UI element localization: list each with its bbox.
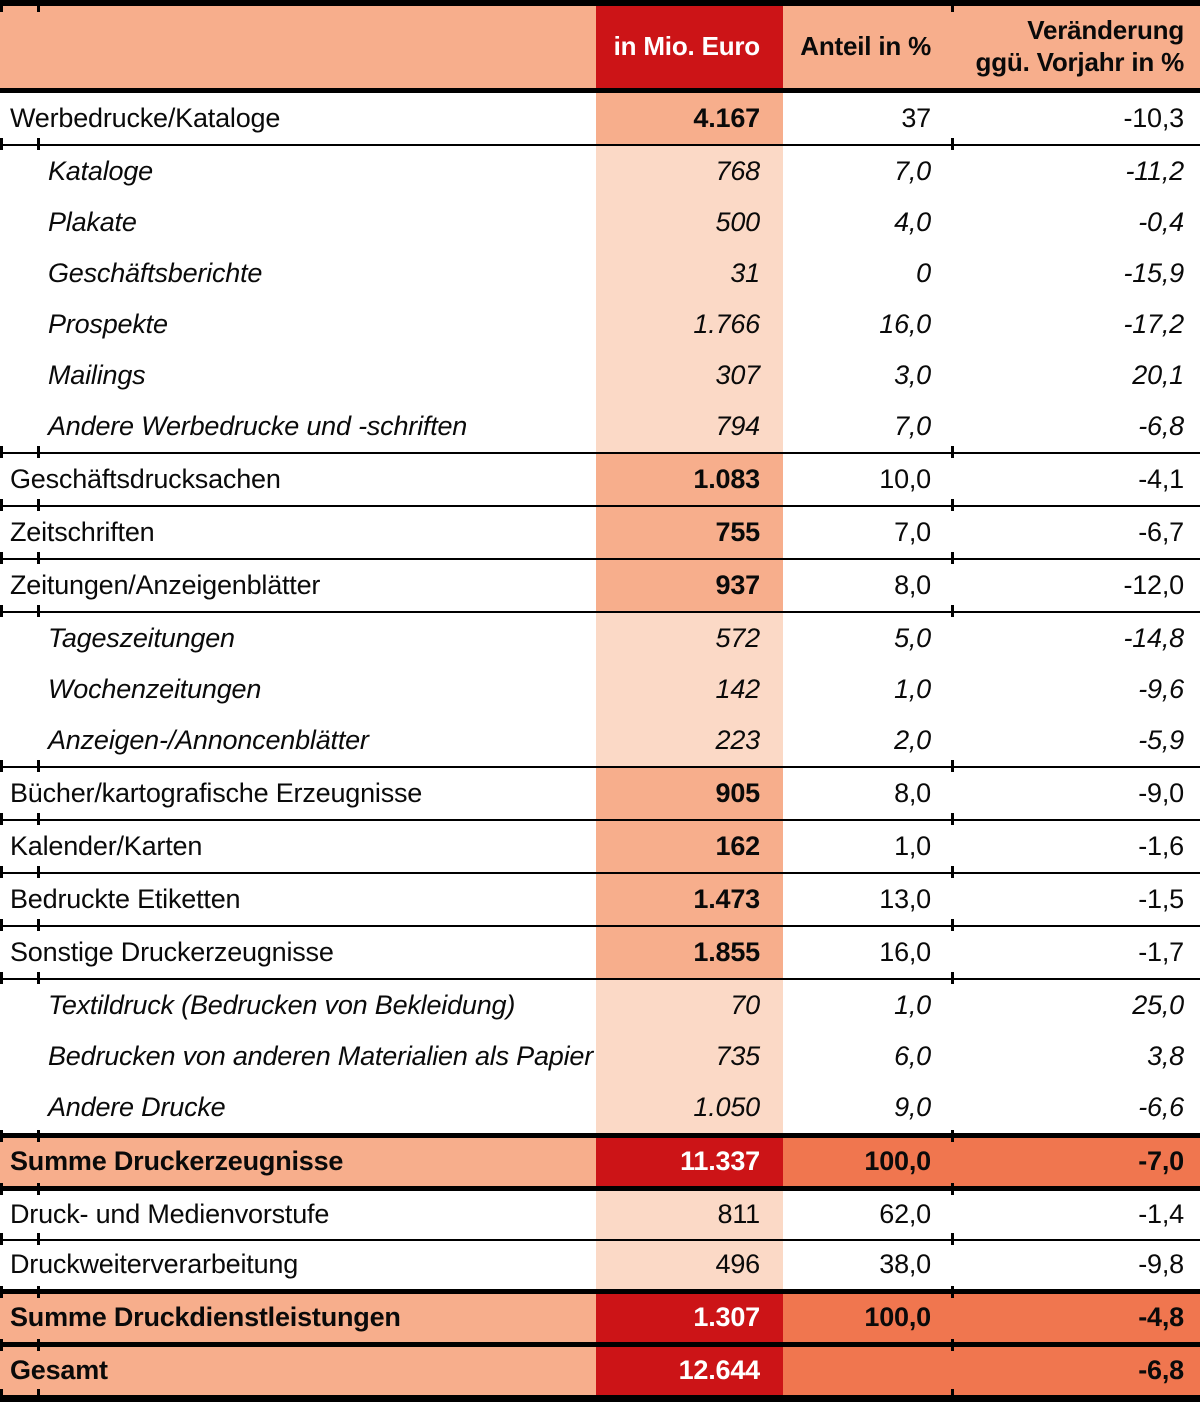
row-mio: 12.644 — [596, 1347, 783, 1395]
row-mio: 1.473 — [596, 874, 783, 925]
row-label: Druck- und Medienvorstufe — [10, 1199, 330, 1230]
column-rule-tick — [951, 972, 954, 984]
row-label: Sonstige Druckerzeugnisse — [10, 936, 334, 967]
row-anteil: 1,0 — [894, 830, 931, 861]
row-anteil: 9,0 — [894, 1091, 931, 1122]
column-rule-tick — [0, 866, 3, 878]
row-label: Mailings — [48, 359, 146, 390]
row-anteil: 8,0 — [894, 569, 931, 600]
column-rule-tick — [37, 2, 40, 12]
row-anteil: 0 — [916, 257, 931, 288]
column-rule-tick — [951, 866, 954, 878]
column-rule-tick — [0, 1389, 3, 1399]
column-rule-tick — [0, 972, 3, 984]
row-anteil: 62,0 — [879, 1199, 931, 1230]
row-anteil: 7,0 — [894, 516, 931, 547]
row-mio: 223 — [596, 715, 783, 766]
column-rule-tick — [951, 813, 954, 825]
row-anteil: 8,0 — [894, 777, 931, 808]
row-label: Bücher/kartografische Erzeugnisse — [10, 777, 423, 808]
row-anteil: 7,0 — [894, 155, 931, 186]
column-rule-tick — [951, 1130, 954, 1142]
row-mio: 768 — [596, 146, 783, 197]
row-veraenderung: -4,1 — [1138, 463, 1184, 494]
row-label: Gesamt — [0, 1347, 596, 1395]
row-mio: 811 — [596, 1191, 783, 1239]
table-row — [0, 1082, 1200, 1133]
row-veraenderung: -6,8 — [953, 1347, 1200, 1395]
row-mio: 1.083 — [596, 454, 783, 505]
row-veraenderung: -4,8 — [953, 1294, 1200, 1342]
column-rule-tick — [37, 138, 40, 150]
column-rule-tick — [37, 1233, 40, 1245]
column-rule-tick — [0, 1286, 3, 1298]
column-rule-tick — [951, 1389, 954, 1399]
row-mio: 1.766 — [596, 299, 783, 350]
row-label: Textildruck (Bedrucken von Bekleidung) — [48, 989, 516, 1020]
table-row — [0, 1239, 1200, 1289]
row-anteil: 13,0 — [879, 883, 931, 914]
column-rule-tick — [37, 866, 40, 878]
row-veraenderung: -11,2 — [1125, 155, 1184, 186]
row-label: Andere Werbedrucke und -schriften — [48, 410, 468, 441]
row-anteil: 7,0 — [894, 410, 931, 441]
table-row — [0, 872, 1200, 925]
row-mio: 572 — [596, 613, 783, 664]
row-veraenderung: 20,1 — [1132, 359, 1184, 390]
table-row — [0, 978, 1200, 1031]
table-row — [0, 350, 1200, 401]
column-rule-tick — [0, 552, 3, 564]
column-rule-tick — [0, 138, 3, 150]
row-anteil: 1,0 — [894, 989, 931, 1020]
row-veraenderung: -6,7 — [1138, 516, 1184, 547]
column-rule-tick — [951, 499, 954, 511]
row-label: Kalender/Karten — [10, 830, 203, 861]
column-rule-tick — [0, 919, 3, 931]
row-mio: 1.855 — [596, 927, 783, 978]
table-row — [0, 715, 1200, 766]
row-veraenderung: -1,7 — [1138, 936, 1184, 967]
column-rule-tick — [951, 552, 954, 564]
row-veraenderung: -1,4 — [1138, 1199, 1184, 1230]
row-anteil: 38,0 — [879, 1249, 931, 1280]
table-row — [0, 1186, 1200, 1239]
row-veraenderung: -7,0 — [953, 1138, 1200, 1186]
row-mio: 162 — [596, 821, 783, 872]
column-rule-tick — [37, 1389, 40, 1399]
column-rule-tick — [951, 138, 954, 150]
row-mio: 1.050 — [596, 1082, 783, 1133]
row-veraenderung: -9,0 — [1138, 777, 1184, 808]
table-row — [0, 664, 1200, 715]
column-rule-tick — [0, 605, 3, 617]
row-label: Wochenzeitungen — [48, 673, 262, 704]
column-rule-tick — [0, 446, 3, 458]
header-mio-euro: in Mio. Euro — [596, 6, 783, 88]
row-label: Bedrucken von anderen Materialien als Papier — [48, 1040, 594, 1071]
row-mio: 1.307 — [596, 1294, 783, 1342]
column-rule-tick — [951, 605, 954, 617]
row-mio: 496 — [596, 1241, 783, 1289]
column-rule-tick — [0, 2, 3, 12]
row-veraenderung: -0,4 — [1138, 206, 1184, 237]
table-row — [0, 505, 1200, 558]
row-mio: 307 — [596, 350, 783, 401]
column-rule-tick — [37, 813, 40, 825]
row-anteil: 16,0 — [879, 936, 931, 967]
header-anteil: Anteil in % — [800, 31, 931, 62]
row-veraenderung: 25,0 — [1132, 989, 1184, 1020]
table-row — [0, 558, 1200, 611]
row-mio: 70 — [596, 980, 783, 1031]
row-label: Zeitschriften — [10, 516, 155, 547]
row-label: Zeitungen/Anzeigenblätter — [10, 569, 321, 600]
column-rule-tick — [0, 1233, 3, 1245]
column-rule-tick — [0, 499, 3, 511]
row-label: Werbedrucke/Kataloge — [10, 102, 281, 133]
column-rule-tick — [37, 760, 40, 772]
row-label: Tageszeitungen — [48, 622, 235, 653]
column-rule-tick — [0, 760, 3, 772]
table-row — [0, 1289, 1200, 1342]
row-veraenderung: -15,9 — [1123, 257, 1184, 288]
table-row — [0, 1133, 1200, 1186]
row-veraenderung: -9,8 — [1138, 1249, 1184, 1280]
column-rule-tick — [0, 1130, 3, 1142]
table-row — [0, 93, 1200, 144]
row-label: Anzeigen-/Annoncenblätter — [48, 724, 369, 755]
row-anteil: 4,0 — [894, 206, 931, 237]
row-label: Geschäftsberichte — [48, 257, 263, 288]
row-veraenderung: -5,9 — [1138, 724, 1184, 755]
column-rule-tick — [951, 1233, 954, 1245]
table-row — [0, 452, 1200, 505]
row-label: Prospekte — [48, 308, 168, 339]
table-row — [0, 197, 1200, 248]
column-rule-tick — [951, 1183, 954, 1195]
column-rule-tick — [37, 972, 40, 984]
row-anteil: 3,0 — [894, 359, 931, 390]
row-mio: 794 — [596, 401, 783, 452]
row-mio: 31 — [596, 248, 783, 299]
row-label: Geschäftsdrucksachen — [10, 463, 281, 494]
row-label: Andere Drucke — [48, 1091, 226, 1122]
column-rule-tick — [951, 919, 954, 931]
header-veraenderung-line2: ggü. Vorjahr in % — [975, 47, 1184, 77]
column-rule-tick — [951, 760, 954, 772]
table-row — [0, 144, 1200, 197]
table-row — [0, 1031, 1200, 1082]
row-mio: 4.167 — [596, 93, 783, 144]
row-anteil — [783, 1347, 953, 1395]
row-mio: 937 — [596, 560, 783, 611]
table-row — [0, 611, 1200, 664]
column-rule-tick — [951, 1339, 954, 1351]
column-rule-tick — [37, 1183, 40, 1195]
row-anteil: 100,0 — [783, 1138, 953, 1186]
row-veraenderung: -10,3 — [1123, 102, 1184, 133]
row-label: Kataloge — [48, 155, 153, 186]
row-veraenderung: -9,6 — [1138, 673, 1184, 704]
table-body — [0, 93, 1200, 1395]
column-rule-tick — [0, 1183, 3, 1195]
column-rule-tick — [37, 1339, 40, 1351]
column-rule-tick — [37, 446, 40, 458]
table-row — [0, 401, 1200, 452]
column-rule-tick — [37, 499, 40, 511]
header-row — [0, 6, 1200, 93]
table-row — [0, 299, 1200, 350]
row-anteil: 1,0 — [894, 673, 931, 704]
table-row — [0, 766, 1200, 819]
row-mio: 11.337 — [596, 1138, 783, 1186]
column-rule-tick — [951, 446, 954, 458]
row-label: Summe Druckdienstleistungen — [0, 1294, 596, 1342]
row-veraenderung: 3,8 — [1147, 1040, 1184, 1071]
table-row — [0, 1342, 1200, 1395]
table-row — [0, 248, 1200, 299]
row-anteil: 5,0 — [894, 622, 931, 653]
row-veraenderung: -6,6 — [1138, 1091, 1184, 1122]
row-anteil: 10,0 — [879, 463, 931, 494]
table-row — [0, 925, 1200, 978]
table-row — [0, 819, 1200, 872]
row-veraenderung: -14,8 — [1123, 622, 1184, 653]
column-rule-tick — [37, 552, 40, 564]
header-veraenderung — [953, 6, 1200, 88]
column-rule-tick — [951, 1286, 954, 1298]
row-anteil: 2,0 — [894, 724, 931, 755]
row-label: Druckweiterverarbeitung — [10, 1249, 299, 1280]
row-mio: 735 — [596, 1031, 783, 1082]
column-rule-tick — [37, 1286, 40, 1298]
column-rule-tick — [37, 605, 40, 617]
row-mio: 905 — [596, 768, 783, 819]
column-rule-tick — [0, 813, 3, 825]
row-anteil: 16,0 — [879, 308, 931, 339]
row-anteil: 6,0 — [894, 1040, 931, 1071]
row-veraenderung: -1,6 — [1138, 830, 1184, 861]
row-label: Bedruckte Etiketten — [10, 883, 241, 914]
header-label-cell — [0, 6, 596, 88]
column-rule-tick — [37, 1130, 40, 1142]
row-veraenderung: -6,8 — [1138, 410, 1184, 441]
column-rule-tick — [951, 2, 954, 12]
row-mio: 142 — [596, 664, 783, 715]
row-mio: 500 — [596, 197, 783, 248]
header-veraenderung-line1: Veränderung — [1027, 15, 1184, 46]
column-rule-tick — [37, 919, 40, 931]
row-veraenderung: -17,2 — [1123, 308, 1184, 339]
row-anteil: 37 — [901, 102, 931, 133]
row-label: Plakate — [48, 206, 137, 237]
row-label: Summe Druckerzeugnisse — [0, 1138, 596, 1186]
row-veraenderung: -12,0 — [1123, 569, 1184, 600]
row-veraenderung: -1,5 — [1138, 883, 1184, 914]
row-mio: 755 — [596, 507, 783, 558]
row-anteil: 100,0 — [783, 1294, 953, 1342]
column-rule-tick — [0, 1339, 3, 1351]
